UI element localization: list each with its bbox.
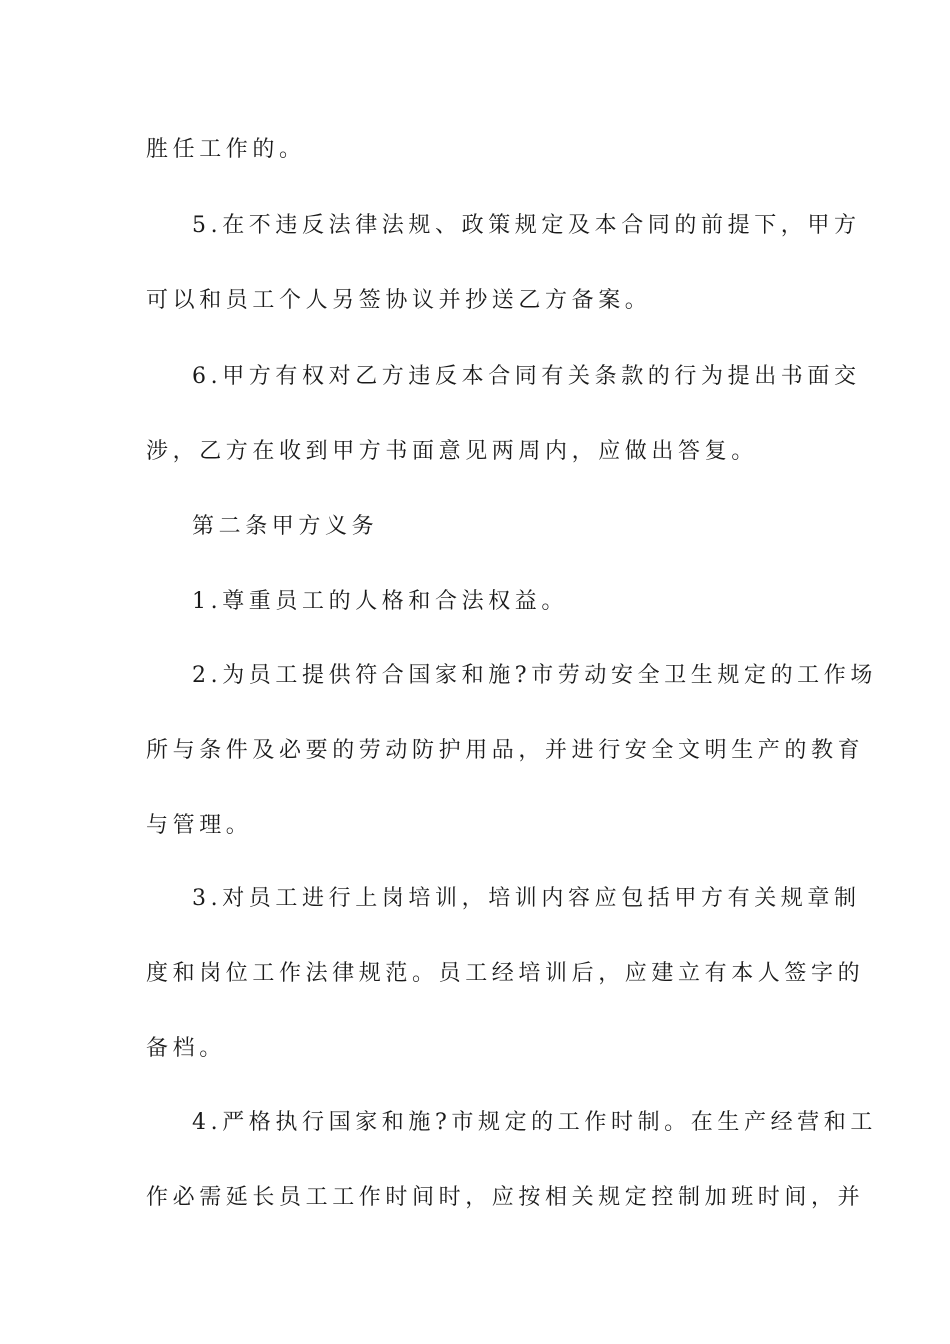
duty-4-line-2: 作必需延长员工工作时间时，应按相关规定控制加班时间，并 — [146, 1185, 865, 1210]
duty-3-line-3: 备档。 — [146, 1036, 226, 1061]
duty-2-line-3: 与管理。 — [146, 813, 253, 838]
duty-3-line-1: 3.对员工进行上岗培训，培训内容应包括甲方有关规章制 — [192, 886, 861, 911]
clause-5-line-1: 5.在不违反法律法规、政策规定及本合同的前提下，甲方 — [192, 213, 861, 238]
duty-2-line-1: 2.为员工提供符合国家和施?市劳动安全卫生规定的工作场 — [192, 663, 877, 688]
duty-3-line-2: 度和岗位工作法律规范。员工经培训后，应建立有本人签字的 — [146, 961, 865, 986]
duty-4-line-1: 4.严格执行国家和施?市规定的工作时制。在生产经营和工 — [192, 1110, 877, 1135]
clause-6-line-1: 6.甲方有权对乙方违反本合同有关条款的行为提出书面交 — [192, 364, 861, 389]
duty-2-line-2: 所与条件及必要的劳动防护用品，并进行安全文明生产的教育 — [146, 738, 865, 763]
section-heading: 第二条甲方义务 — [192, 514, 379, 539]
clause-5-line-2: 可以和员工个人另签协议并抄送乙方备案。 — [146, 288, 652, 313]
paragraph-line: 胜任工作的。 — [146, 137, 306, 162]
duty-1-line: 1.尊重员工的人格和合法权益。 — [192, 589, 568, 614]
clause-6-line-2: 涉，乙方在收到甲方书面意见两周内，应做出答复。 — [146, 439, 758, 464]
